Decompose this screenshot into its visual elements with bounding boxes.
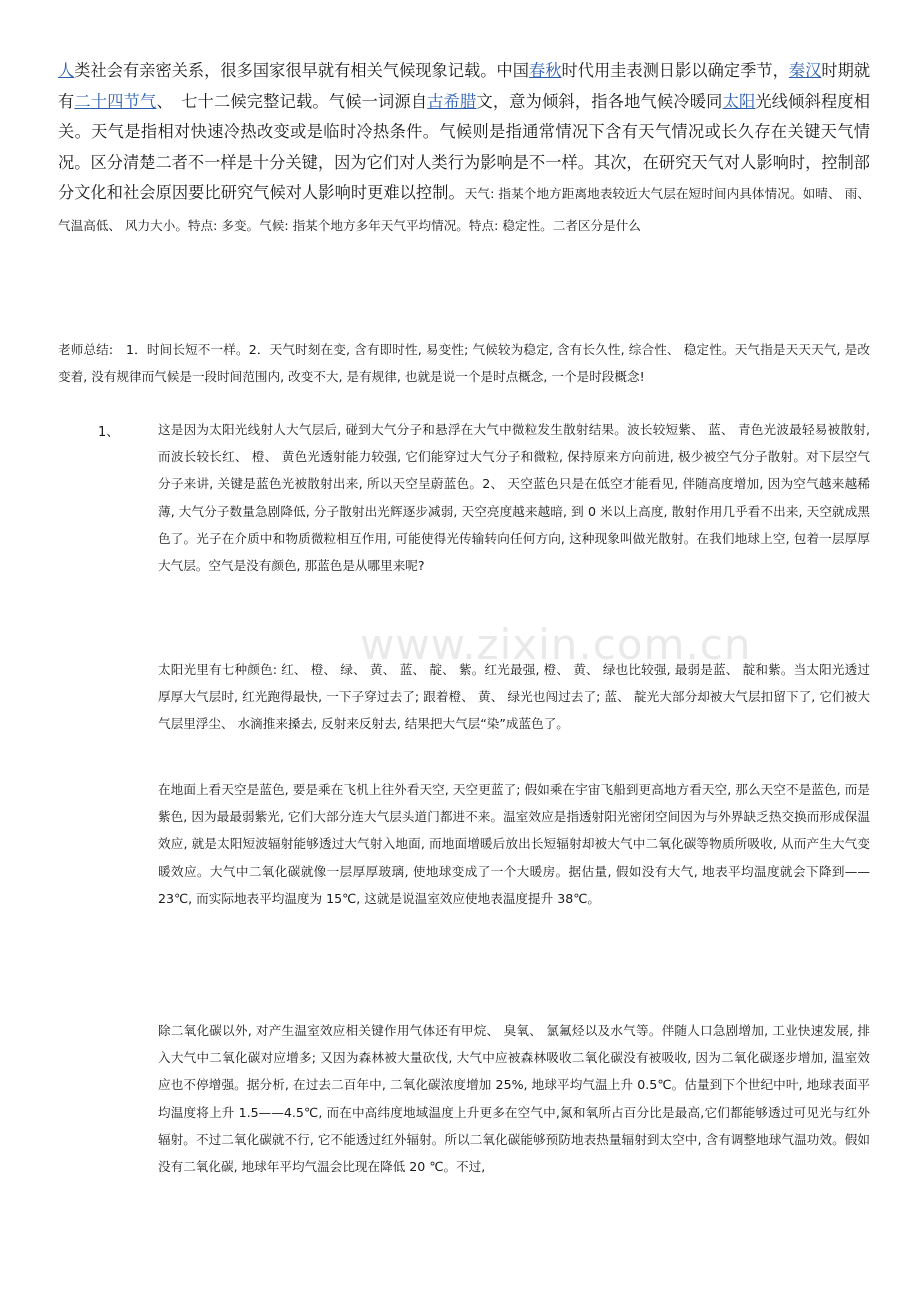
intro-link-greece[interactable]: 古希腊: [427, 91, 477, 111]
intro-link-sun[interactable]: 太阳: [722, 91, 756, 111]
intro-link-qinhan[interactable]: 秦汉: [788, 61, 822, 80]
intro-text: 光线倾斜程度相关。天气是指相对快速冷热改变或是临时冷热条件。气候则是指通常情况下含有天气情况或长久存在关键天气情况。区分清楚二者不一样是十分关键，因为它们对人类行为影响是不一样。其次，在研究天气对人影响时，控制部分文化和社会原因要比研究气候对人影响时更难以控制。: [58, 91, 870, 202]
intro-small-tail: 天气: 指某个地方距离地表较近大气层在短时间内具体情况。如晴、 雨、 气温高低、 风力大小。特点: 多变。气候: 指某个地方多年天气平均情况。特点: 稳定性。二者区分是什么: [58, 186, 871, 233]
intro-text: 时期就有: [58, 61, 871, 111]
intro-link-ren[interactable]: 人: [58, 61, 75, 80]
intro-text: 类社会有亲密关系，很多国家很早就有相关气候现象记载。中国: [74, 61, 529, 80]
paragraph-co2: 除二氧化碳以外, 对产生温室效应相关键作用气体还有甲烷、 臭氧、 氯氟烃以及水气等。伴随人口急剧增加, 工业快速发展, 排入大气中二氧化碳对应增多; 又因为森林被大量砍伐, 大气中应被森林吸收二氧化碳没有被吸收, 因为二氧化碳逐步增加, 温室效应也不停增强。据分析, 在过去二百年中, 二氧化碳浓度增加 25%, 地球平均气温上升 0.5℃。估量到下个世纪中叶, 地球表面平均温度将上升 1.5——4.5℃, 而在中高纬度地域温度上升更多在空气中,氮和氧所占百分比是最高,它们都能够透过可见光与红外辐射。不过二氧化碳就不行, 它不能透过红外辐射。所以二氧化碳能够预防地表热量辐射到太空中, 含有调整地球气温功效。假如没有二氧化碳, 地球年平均气温会比现在降低 20 ℃。不过,: [158, 1023, 870, 1175]
intro-text: 时代用圭表测日影以确定季节，: [561, 61, 789, 80]
intro-link-jieqi[interactable]: 二十四节气: [74, 91, 157, 111]
intro-paragraph: [58, 56, 870, 241]
teacher-summary: 老师总结: 1．时间长短不一样。2．天气时刻在变, 含有即时性, 易变性; 气候较为稳定, 含有长久性, 综合性、 稳定性。天气指是天天天气, 是改变着, 没有规律而气候是一段时间范围内, 改变不大, 是有规律, 也就是说一个是时点概念, 一个是时段概念!: [58, 342, 870, 384]
intro-text: 文，意为倾斜，指各地气候冷暖同: [476, 91, 723, 111]
watermark: www.zixin.com.cn: [360, 620, 752, 669]
intro-link-chunqiu[interactable]: 春秋: [529, 61, 562, 80]
list-number: 1、: [98, 425, 120, 440]
paragraph-greenhouse: 在地面上看天空是蓝色, 要是乘在飞机上往外看天空, 天空更蓝了; 假如乘在宇宙飞船到更高地方看天空, 那么天空不是蓝色, 而是紫色, 因为最最弱紫光, 它们大部分连大气层头道门都进不来。温室效应是指透射阳光密闭空间因为与外界缺乏热交换而形成保温效应, 就是太阳短波辐射能够透过大气射入地面, 而地面增暖后放出长短辐射却被大气中二氧化碳等物质所吸收, 从而产生大气变暖效应。大气中二氧化碳就像一层厚厚玻璃, 使地球变成了一个大暖房。据估量, 假如没有大气, 地表平均温度就会下降到——23℃, 而实际地表平均温度为 15℃, 这就是说温室效应使地表温度提升 38℃。: [158, 782, 870, 906]
intro-text: 、 七十二候完整记载。气候一词源自: [156, 91, 428, 111]
paragraph-scattering: 这是因为太阳光线射人大气层后, 碰到大气分子和悬浮在大气中微粒发生散射结果。波长较短紫、 蓝、 青色光波最轻易被散射, 而波长较长红、 橙、 黄色光透射能力较强, 它们能穿过大气分子和微粒, 保持原来方向前进, 极少被空气分子散射。对下层空气分子来讲, 关键是蓝色光被散射出来, 所以天空呈蔚蓝色。2、 天空蓝色只是在低空才能看见, 伴随高度增加, 因为空气越来越稀薄, 大气分子数量急剧降低, 分子散射出光辉逐步减弱, 天空亮度越来越暗, 到 0 米以上高度, 散射作用几乎看不出来, 天空就成黑色了。光子在介质中和物质微粒相互作用, 可能使得光传输转向任何方向, 这种现象叫做光散射。在我们地球上空, 包着一层厚厚大气层。空气是没有颜色, 那蓝色是从哪里来呢?: [158, 422, 870, 574]
paragraph-seven-colors: 太阳光里有七种颜色: 红、 橙、 绿、 黄、 蓝、 靛、 紫。红光最强, 橙、 黄、 绿也比较强, 最弱是蓝、 靛和紫。当太阳光透过厚厚大气层时, 红光跑得最快, 一下子穿过去了; 跟着橙、 黄、 绿光也闯过去了; 蓝、 靛光大部分却被大气层扣留下了, 它们被大气层里浮尘、 水滴推来搡去, 反射来反射去, 结果把大气层“染”成蓝色了。: [158, 662, 870, 732]
